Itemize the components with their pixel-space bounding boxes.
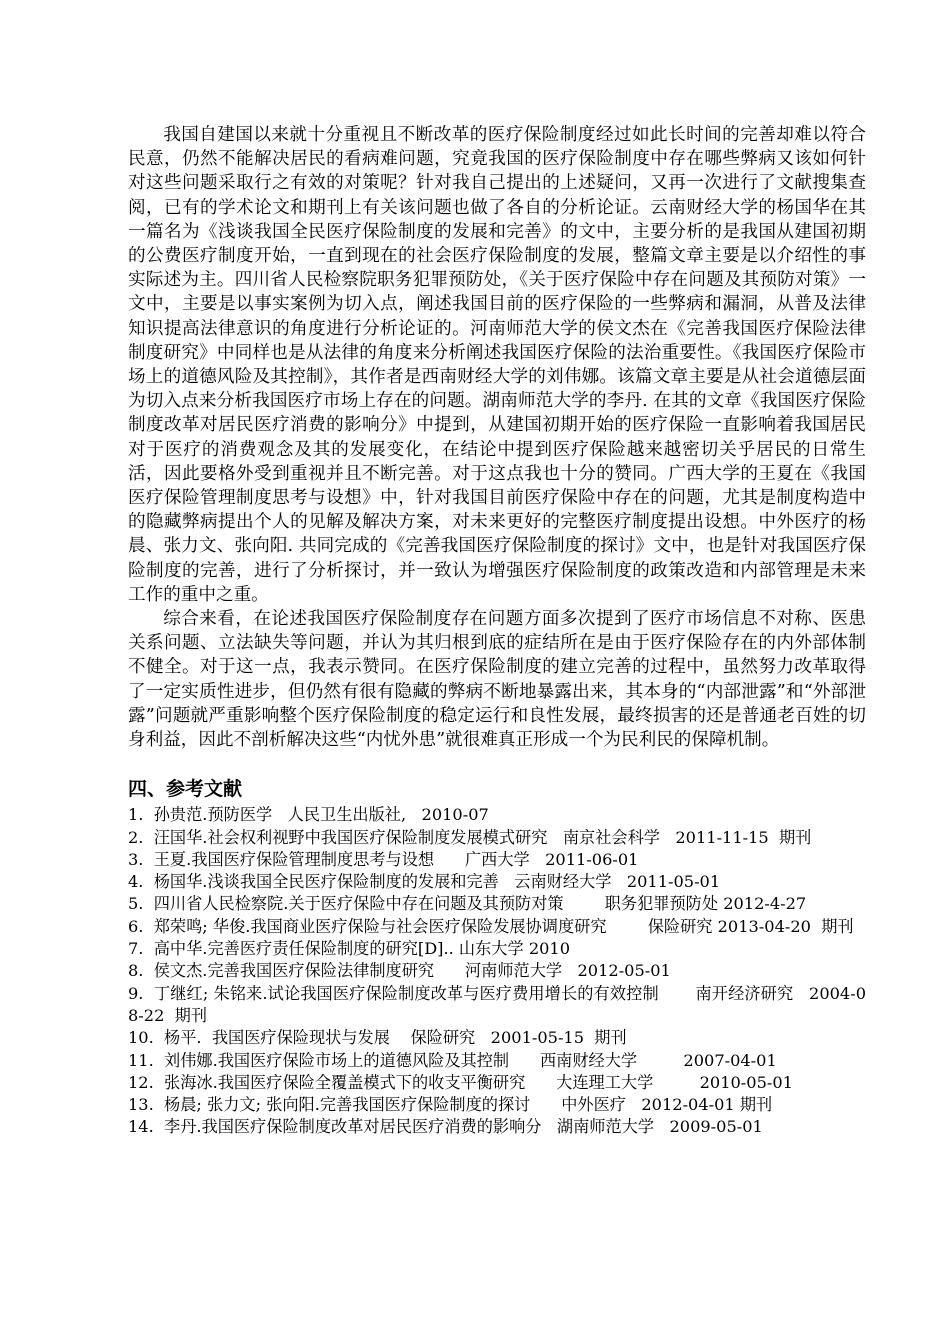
reference-item-3: 3. 王夏.我国医疗保险管理制度思考与设想 广西大学 2011-06-01 — [128, 849, 639, 869]
document-page — [128, 123, 866, 1139]
reference-item-12: 12. 张海冰.我国医疗保险全覆盖模式下的收支平衡研究 大连理工大学 2010-05-01 — [128, 1072, 793, 1092]
references-list — [128, 804, 866, 1138]
reference-item-9: 9. 丁继红; 朱铭来.试论我国医疗保险制度改革与医疗费用增长的有效控制 南开经济研究 2004-08-22 期刊 — [128, 983, 866, 1025]
reference-item-11: 11. 刘伟娜.我国医疗保险市场上的道德风险及其控制 西南财经大学 2007-04-01 — [128, 1050, 777, 1070]
references-heading: 四、参考文献 — [128, 778, 243, 801]
reference-item-8: 8. 侯文杰.完善我国医疗保险法律制度研究 河南师范大学 2012-05-01 — [128, 961, 671, 981]
reference-item-13: 13. 杨晨; 张力文; 张向阳.完善我国医疗保险制度的探讨 中外医疗 2012-04-01 期刊 — [128, 1095, 773, 1115]
reference-item-2: 2. 汪国华.社会权利视野中我国医疗保险制度发展模式研究 南京社会科学 2011-11-15 期刊 — [128, 827, 812, 847]
body-paragraph-1: 我国自建国以来就十分重视且不断改革的医疗保险制度经过如此长时间的完善却难以符合民意，仍然不能解决居民的看病难问题，究竟我国的医疗保险制度中存在哪些弊病又该如何针对这些问题采取行之有效的对策呢？针对我自己提出的上述疑问，又再一次进行了文献搜集查阅，已有的学术论文和期刊上有关该问题也做了各自的分析论证。云南财经大学的杨国华在其一篇名为《浅谈我国全民医疗保险制度的发展和完善》的文中，主要分析的是我国从建国初期的公费医疗制度开始，一直到现在的社会医疗保险制度的发展，整篇文章主要是以介绍性的事实际述为主。四川省人民检察院职务犯罪预防处，《关于医疗保险中存在问题及其预防对策》一文中，主要是以事实案例为切入点，阐述我国目前的医疗保险的一些弊病和漏洞，从普及法律知识提高法律意识的角度进行分析论证的。河南师范大学的侯文杰在《完善我国医疗保险法律制度研究》中同样也是从法律的角度来分析阐述我国医疗保险的法治重要性。《我国医疗保险市场上的道德风险及其控制》，其作者是西南财经大学的刘伟娜。该篇文章主要是从社会道德层面为切入点来分析我国医疗市场上存在的问题。湖南师范大学的李丹. 在其的文章《我国医疗保险制度改革对居民医疗消费的影响分》中提到，从建国初期开始的医疗保险一直影响着我国居民对于医疗的消费观念及其的发展变化，在结论中提到医疗保险越来越密切关乎居民的日常生活，因此要格外受到重视并且不断完善。对于这点我也十分的赞同。广西大学的王夏在《我国医疗保险管理制度思考与设想》中，针对我国目前医疗保险中存在的问题，尤其是制度构造中的隐藏弊病提出个人的见解及解决方案，对未来更好的完整医疗制度提出设想。中外医疗的杨晨、张力文、张向阳. 共同完成的《完善我国医疗保险制度的探讨》文中，也是针对我国医疗保险制度的完善，进行了分析探讨，并一致认为增强医疗保险制度的政策改造和内部管理是未来工作的重中之重。 — [128, 125, 866, 605]
reference-item-10: 10. 杨平. 我国医疗保险现状与发展 保险研究 2001-05-15 期刊 — [128, 1028, 627, 1048]
reference-item-1: 1. 孙贵范.预防医学 人民卫生出版社, 2010-07 — [128, 805, 489, 825]
reference-item-14: 14. 李丹.我国医疗保险制度改革对居民医疗消费的影响分 湖南师范大学 2009-05-01 — [128, 1117, 763, 1137]
body-paragraph-2: 综合来看，在论述我国医疗保险制度存在问题方面多次提到了医疗市场信息不对称、医患关系问题、立法缺失等问题，并认为其归根到底的症结所在是由于医疗保险存在的内外部体制不健全。对于这一点，我表示赞同。在医疗保险制度的建立完善的过程中，虽然努力改革取得了一定实质性进步，但仍然有很有隐藏的弊病不断地暴露出来，其本身的“内部泄露”和“外部泄露”问题就严重影响整个医疗保险制度的稳定运行和良性发展，最终损害的还是普通老百姓的切身利益，因此不剖析解决这些“内忧外患”就很难真正形成一个为民利民的保障机制。 — [128, 609, 866, 751]
reference-item-5: 5. 四川省人民检察院.关于医疗保险中存在问题及其预防对策 职务犯罪预防处 2012-4-27 — [128, 894, 807, 914]
reference-item-6: 6. 郑荣鸣; 华俊.我国商业医疗保险与社会医疗保险发展协调度研究 保险研究 2013-04-20 期刊 — [128, 916, 854, 936]
reference-item-4: 4. 杨国华.浅谈我国全民医疗保险制度的发展和完善 云南财经大学 2011-05-01 — [128, 872, 721, 892]
reference-item-7: 7. 高中华.完善医疗责任保险制度的研究[D].. 山东大学 2010 — [128, 939, 571, 959]
